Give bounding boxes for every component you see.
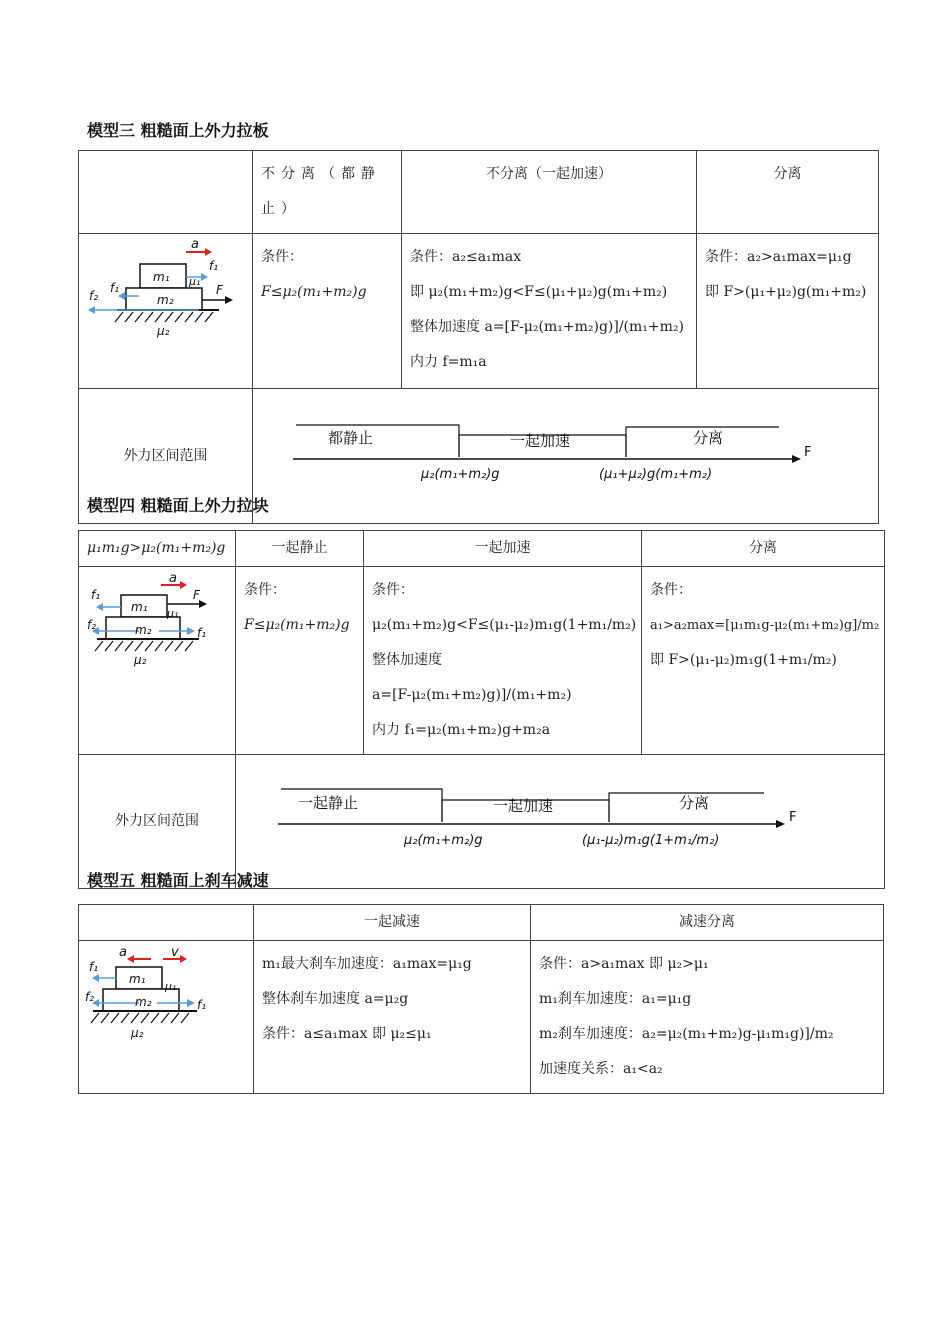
model3-figure [79, 234, 251, 374]
model4-col1-line1: 条件： [244, 582, 286, 598]
model4-fig-f2: f₂ [87, 618, 97, 632]
model4-header-1: 一起静止 [236, 531, 364, 567]
model5-col1-line2: 整体刹车加速度 a=μ₂g [262, 991, 409, 1007]
model3-col3-line1: 条件：a₂>a₁max=μ₁g [705, 249, 852, 265]
model5-title: 模型五 粗糙面上刹车减速 [87, 871, 269, 890]
model3-col1-line1: 条件： [261, 249, 303, 265]
model4-fig-f1: f₁ [91, 588, 101, 602]
model3-threshold-2: (μ₁+μ₂)g(m₁+m₂) [599, 467, 713, 482]
model5-figure [79, 941, 252, 1051]
model3-title: 模型三 粗糙面上外力拉板 [87, 121, 269, 140]
model3-range-1: 都静止 [328, 429, 374, 447]
model5-col2-line1: 条件：a>a₁max 即 μ₂>μ₁ [539, 956, 709, 972]
model3-col1-line2: F≤μ₂(m₁+m₂)g [261, 284, 367, 300]
model3-fig-m2: m₂ [157, 293, 174, 307]
model4-fig-m2: m₂ [135, 623, 152, 637]
model4-col3-line3: 即 F>(μ₁-μ₂)m₁g(1+m₁/m₂) [650, 652, 837, 668]
model5-col2-line4: 加速度关系：a₁<a₂ [539, 1061, 663, 1077]
model4-threshold-1: μ₂(m₁+m₂)g [404, 833, 483, 848]
model4-col2-line5: 内力 f₁=μ₂(m₁+m₂)g+m₂a [372, 722, 551, 738]
model3-range-label: 外力区间范围 [79, 389, 253, 524]
model3-col3-line2: 即 F>(μ₁+μ₂)g(m₁+m₂) [705, 284, 867, 300]
model5-fig-mu1: μ₁ [165, 980, 177, 993]
model4-col3-line1: 条件： [650, 582, 692, 598]
model4-col3 [642, 567, 885, 755]
model5-fig-v: v [171, 945, 179, 960]
model5-fig-m1: m₁ [129, 972, 146, 986]
model4-range-2: 一起加速 [493, 797, 554, 815]
model5-col2-line3: m₂刹车加速度：a₂=μ₂(m₁+m₂)g-μ₁m₁g)]/m₂ [539, 1026, 834, 1042]
model4-col1-line2: F≤μ₂(m₁+m₂)g [244, 617, 350, 633]
model3-axis-label: F [804, 445, 812, 460]
model3-figure-cell [79, 234, 253, 389]
model4-fig-m1: m₁ [131, 600, 148, 614]
model4-range-3: 分离 [679, 794, 710, 812]
model4-range-label: 外力区间范围 [79, 755, 236, 889]
model5-col1 [254, 941, 531, 1094]
model4-col2-line2: μ₂(m₁+m₂)g<F≤(μ₁-μ₂)m₁g(1+m₁/m₂) [372, 617, 637, 633]
model4-condition: μ₁m₁g>μ₂(m₁+m₂)g [79, 531, 236, 567]
model3-col2-line3: 整体加速度 a=[F-μ₂(m₁+m₂)g)]/(m₁+m₂) [410, 319, 684, 335]
model5-fig-m2: m₂ [135, 995, 152, 1009]
model4-col2 [364, 567, 642, 755]
model3-fig-mu2: μ₂ [157, 324, 170, 338]
model4-col1 [236, 567, 364, 755]
model5-col1-line1: m₁最大刹车加速度：a₁max=μ₁g [262, 956, 472, 972]
model5-fig-a: a [119, 945, 127, 960]
model3-table [78, 150, 879, 524]
model4-header-2: 一起加速 [364, 531, 642, 567]
model4-col2-line3: 整体加速度 [372, 652, 442, 668]
model4-fig-mu1: μ₁ [167, 607, 179, 620]
model3-range-2: 一起加速 [510, 432, 571, 450]
model4-fig-f1b: f₁ [197, 626, 207, 640]
model4-figure [79, 567, 234, 687]
model5-header-1: 一起减速 [254, 905, 531, 941]
model5-table [78, 904, 884, 1094]
model3-col2-line4: 内力 f=m₁a [410, 354, 487, 370]
model4-axis-label: F [789, 810, 797, 825]
model4-threshold-2: (μ₁-μ₂)m₁g(1+m₁/m₂) [582, 833, 720, 848]
model5-col2-line2: m₁刹车加速度：a₁=μ₁g [539, 991, 692, 1007]
model3-fig-F: F [216, 283, 223, 297]
model3-header-blank [79, 151, 253, 234]
model3-fig-mu1: μ₁ [189, 275, 201, 288]
model5-col2 [531, 941, 884, 1094]
model3-header-2: 不分离（一起加速） [402, 151, 697, 234]
model3-threshold-1: μ₂(m₁+m₂)g [421, 467, 500, 482]
model5-figure-cell [79, 941, 254, 1094]
model4-header-3: 分离 [642, 531, 885, 567]
model5-fig-f1b: f₁ [197, 998, 207, 1012]
model4-range-1: 一起静止 [298, 794, 359, 812]
model3-fig-m1: m₁ [153, 270, 170, 284]
model4-table [78, 530, 885, 889]
model4-range-diagram [236, 755, 884, 874]
model4-fig-F: F [193, 588, 200, 602]
model5-col1-line3: 条件：a≤a₁max 即 μ₂≤μ₁ [262, 1026, 432, 1042]
model5-fig-mu2: μ₂ [131, 1026, 144, 1040]
model3-range-cell [253, 389, 879, 524]
model3-range-diagram [253, 389, 877, 509]
model3-col2 [402, 234, 697, 389]
model3-range-3: 分离 [693, 429, 724, 447]
model5-fig-f1: f₁ [89, 960, 99, 974]
model3-header-3: 分离 [697, 151, 879, 234]
model5-header-blank [79, 905, 254, 941]
model3-fig-f1: f₁ [209, 259, 219, 273]
model3-header-1: 不分离（都静止） [253, 151, 402, 234]
model4-col2-line1: 条件： [372, 582, 414, 598]
model3-fig-a: a [191, 237, 199, 252]
model5-header-2: 减速分离 [531, 905, 884, 941]
model3-col3 [697, 234, 879, 389]
model4-fig-a: a [169, 571, 177, 586]
model3-fig-f2: f₂ [89, 289, 99, 303]
model4-figure-cell [79, 567, 236, 755]
model3-col2-line1: 条件：a₂≤a₁max [410, 249, 522, 265]
model3-col2-line2: 即 μ₂(m₁+m₂)g<F≤(μ₁+μ₂)g(m₁+m₂) [410, 284, 668, 300]
model4-range-cell [236, 755, 885, 889]
model4-col2-line4: a=[F-μ₂(m₁+m₂)g)]/(m₁+m₂) [372, 687, 572, 703]
model4-fig-mu2: μ₂ [134, 653, 147, 667]
model4-col3-line2: a₁>a₂max=[μ₁m₁g-μ₂(m₁+m₂)g]/m₂ [650, 618, 880, 633]
model3-fig-f1b: f₁ [110, 281, 120, 295]
model3-col1 [253, 234, 402, 389]
model5-fig-f2: f₂ [85, 990, 95, 1004]
model4-title: 模型四 粗糙面上外力拉块 [87, 496, 269, 515]
